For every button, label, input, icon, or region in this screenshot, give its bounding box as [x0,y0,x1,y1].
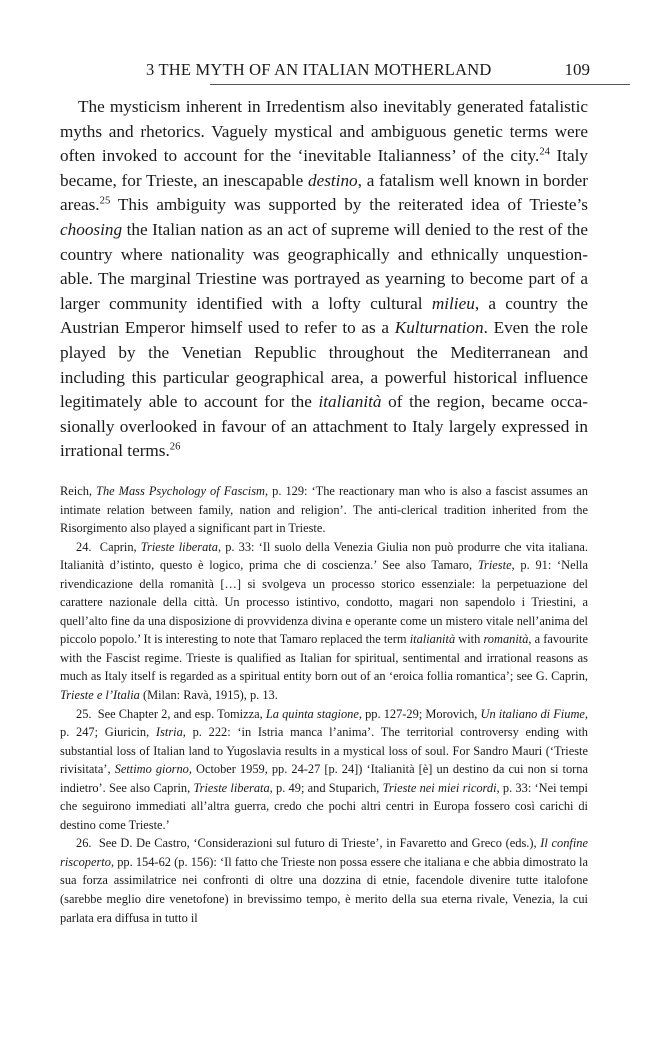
running-title: 3 THE MYTH OF AN ITALIAN MOTHERLAND [146,60,492,79]
running-header [60,60,590,88]
footnote-24: 24. Caprin, Trieste liberata, p. 33: ‘Il suolo della Venezia Giulia non può produrre che vita italiana. Italianità d’istinto, questo è logico, prima che di coscienza.’ See also Tamaro, Trieste, p. 91: ‘Nella rivendicazione della romanità […] si svolgeva un processo storico essenziale: la perpetuazione del carattere nazionale della città. Un processo istintivo, condotto, magari non sapendolo i Triestini, a quell’alto fine da una disposizione di provvidenza divina e operante come un mistero vitale nell’anima del piccolo popolo.’ It is interesting to note that Tamaro replaced the term italianità with romanità, a favourite with the Fascist regime. Trieste is qualified as Italian for spiritual, sentimental and irrational reasons as much as Italy itself is regarded as a spiritual entity born out of an ‘eroica follia romantica’; see G. Caprin, Trieste e l’Italia (Milan: Ravà, 1915), p. 13. [60,539,589,703]
footnotes [60,482,588,927]
body-paragraph: The mysticism inherent in Irredentism also inevitably generated fatalistic myths and rhetorics. Vaguely mystical and ambiguous genetic terms were often invoked to account for the ‘inevitable Italianness’ of the city.$^{24}$ Italy became, for Trieste, an inescapable destino, a fatalism well known in border areas.$^{25}$ This ambiguity was supported by the reiterated idea of Trieste’s choosing the Italian nation as an act of supreme will denied to the rest of the country where nationality was geographically and ethnically unquestion-able. The marginal Triestine was portrayed as yearning to become part of a larger community identified with a lofty cultural milieu, a country the Austrian Emperor himself used to refer to as a Kulturnation. Even the role played by the Venetian Republic throughout the Mediterranean and including this particular geographical area, a powerful historical influence legitimately able to account for the italianità of the region, became occa-sionally overlooked in favour of an attachment to Italy largely expressed in irrational terms.$^{26}$ [60,97,589,461]
footnote-continuation: Reich, The Mass Psychology of Fascism, p. 129: ‘The reactionary man who is also a fascist assumes an intimate relation between family, nation and religion’. The anti-clerical tradition inherited from the Risorgimento also played a significant part in Trieste. [60,484,589,536]
main-text [60,95,588,464]
footnote-25: 25. See Chapter 2, and esp. Tomizza, La quinta stagione, pp. 127-29; Morovich, Un italiano di Fiume, p. 247; Giuricin, Istria, p. 222: ‘in Istria manca l’anima’. The territorial controversy ending with substantial loss of Italian land to Yugoslavia results in a mystical loss of soul. For Sandro Mauri (‘Trieste rivisitata’, Settimo giorno, October 1959, pp. 24-27 [p. 24]) ‘Italianità [è] un destino da cui non si torna indietro’. See also Caprin, Trieste liberata, p. 49; and Stuparich, Trieste nei miei ricordi, p. 33: ‘Nei tempi che seguirono immediati all’altra guerra, credo che pochi altri centri in Europa fossero così carichi di destino come Trieste.’ [60,706,589,832]
page-number: 109 [564,60,590,79]
footnote-26: 26. See D. De Castro, ‘Considerazioni sul futuro di Trieste’, in Favaretto and Greco (eds.), Il confine riscoperto, pp. 154-62 (p. 156): ‘Il fatto che Trieste non possa essere che italiana e che abbia dimostrato la sua forza assimilatrice nei confronti di oltre una dozzina di etnie, facendole divenire tutte italofone (sarebbe meglio dire venetofone) in brevissimo tempo, è merito della sua eterna rivale, Venezia, la cui parlata era diffusa in tutto il [60,836,589,925]
header-rule [210,84,630,85]
